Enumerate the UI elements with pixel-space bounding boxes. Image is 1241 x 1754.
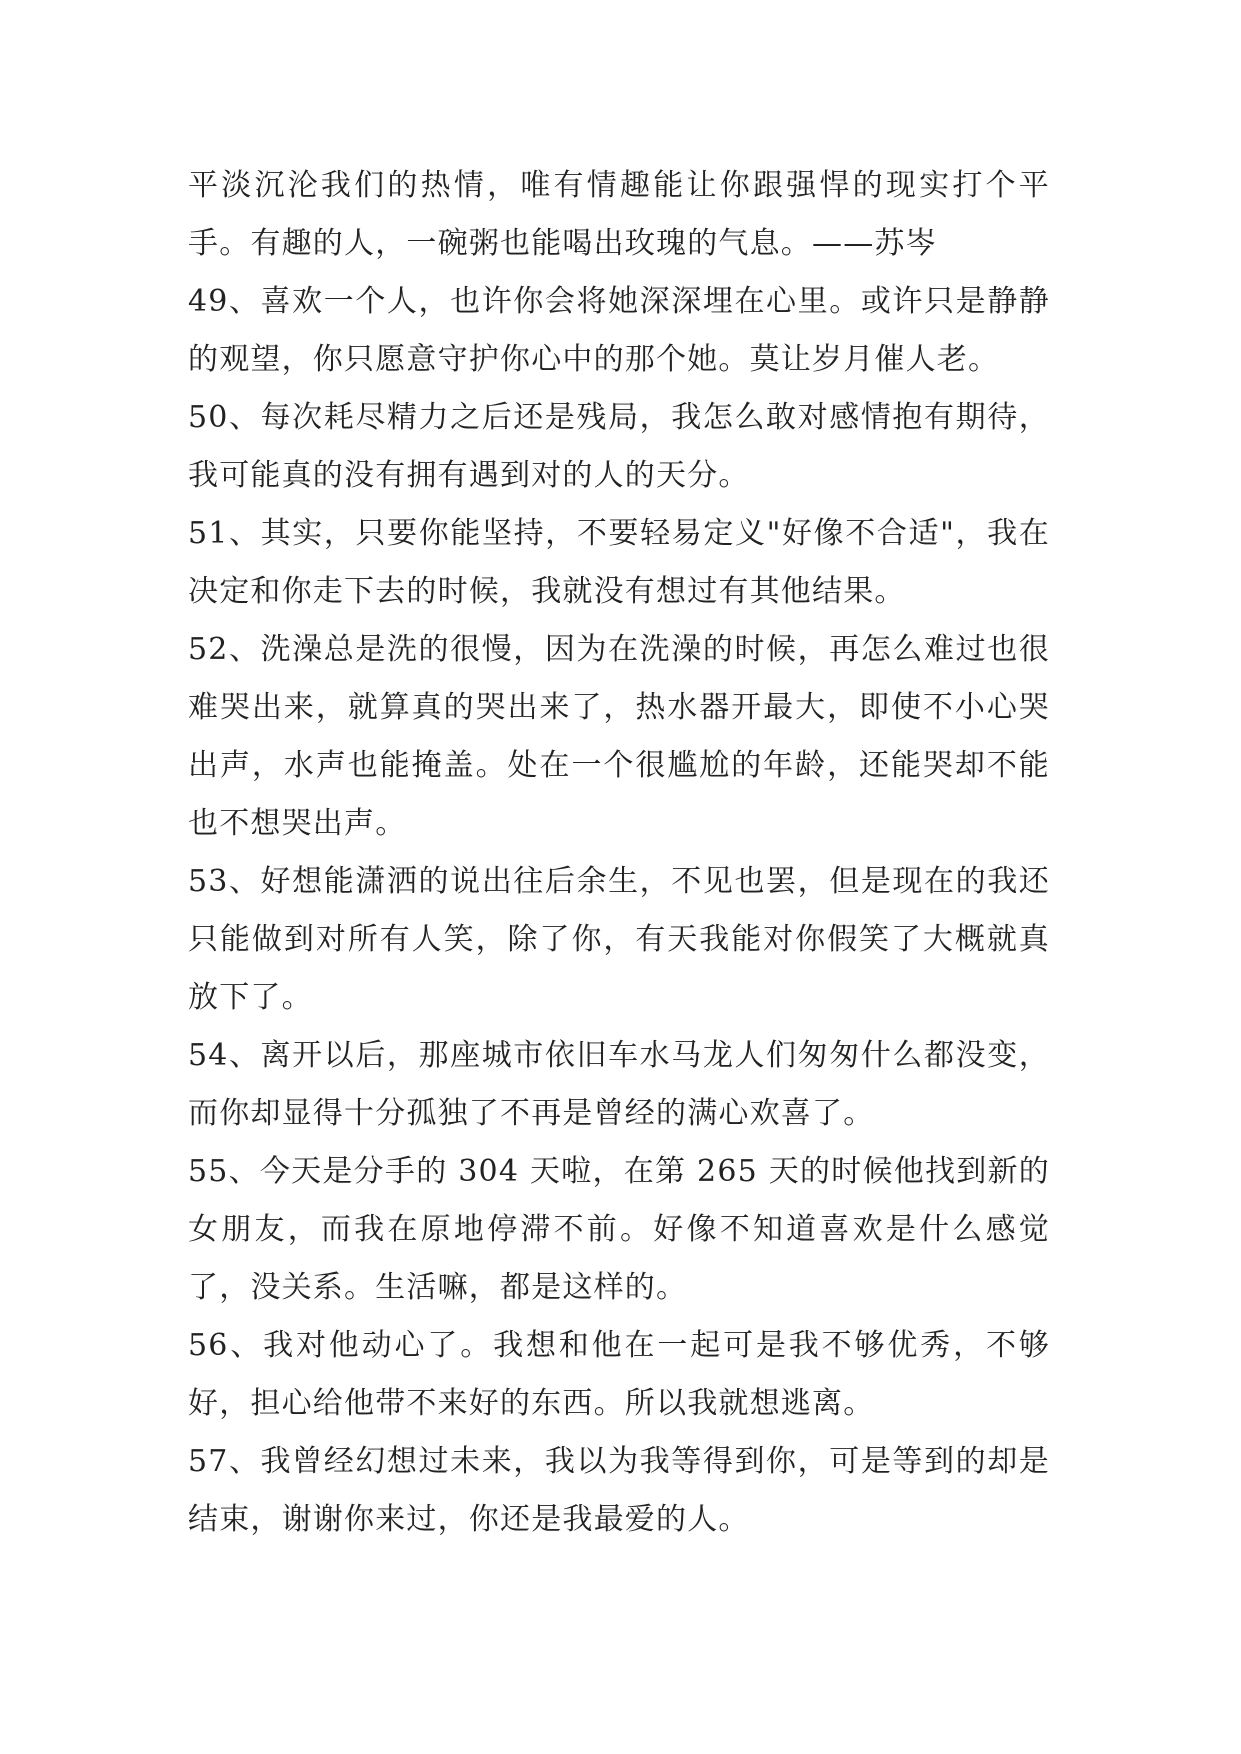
paragraph: 50、每次耗尽精力之后还是残局，我怎么敢对感情抱有期待，我可能真的没有拥有遇到对的人的天分。 [188,400,1050,493]
paragraph: 53、好想能潇洒的说出往后余生，不见也罢，但是现在的我还只能做到对所有人笑，除了你，有天我能对你假笑了大概就真放下了。 [188,864,1050,1015]
paragraph: 52、洗澡总是洗的很慢，因为在洗澡的时候，再怎么难过也很难哭出来，就算真的哭出来了，热水器开最大，即使不小心哭出声，水声也能掩盖。处在一个很尴尬的年龄，还能哭却不能也不想哭出声。 [188,632,1050,841]
paragraph: 56、我对他动心了。我想和他在一起可是我不够优秀，不够好，担心给他带不来好的东西。所以我就想逃离。 [188,1328,1050,1421]
paragraph: 51、其实，只要你能坚持，不要轻易定义"好像不合适"，我在决定和你走下去的时候，我就没有想过有其他结果。 [188,516,1050,609]
paragraph: 57、我曾经幻想过未来，我以为我等得到你，可是等到的却是结束，谢谢你来过，你还是我最爱的人。 [188,1444,1050,1537]
paragraph: 54、离开以后，那座城市依旧车水马龙人们匆匆什么都没变，而你却显得十分孤独了不再是曾经的满心欢喜了。 [188,1038,1050,1131]
paragraph: 平淡沉沦我们的热情，唯有情趣能让你跟强悍的现实打个平手。有趣的人，一碗粥也能喝出玫瑰的气息。——苏岑 [188,168,1050,261]
document-body [188,157,1050,1549]
paragraph: 49、喜欢一个人，也许你会将她深深埋在心里。或许只是静静的观望，你只愿意守护你心中的那个她。莫让岁月催人老。 [188,284,1050,377]
paragraph: 55、今天是分手的 304 天啦，在第 265 天的时候他找到新的女朋友，而我在原地停滞不前。好像不知道喜欢是什么感觉了，没关系。生活嘛，都是这样的。 [188,1154,1050,1305]
